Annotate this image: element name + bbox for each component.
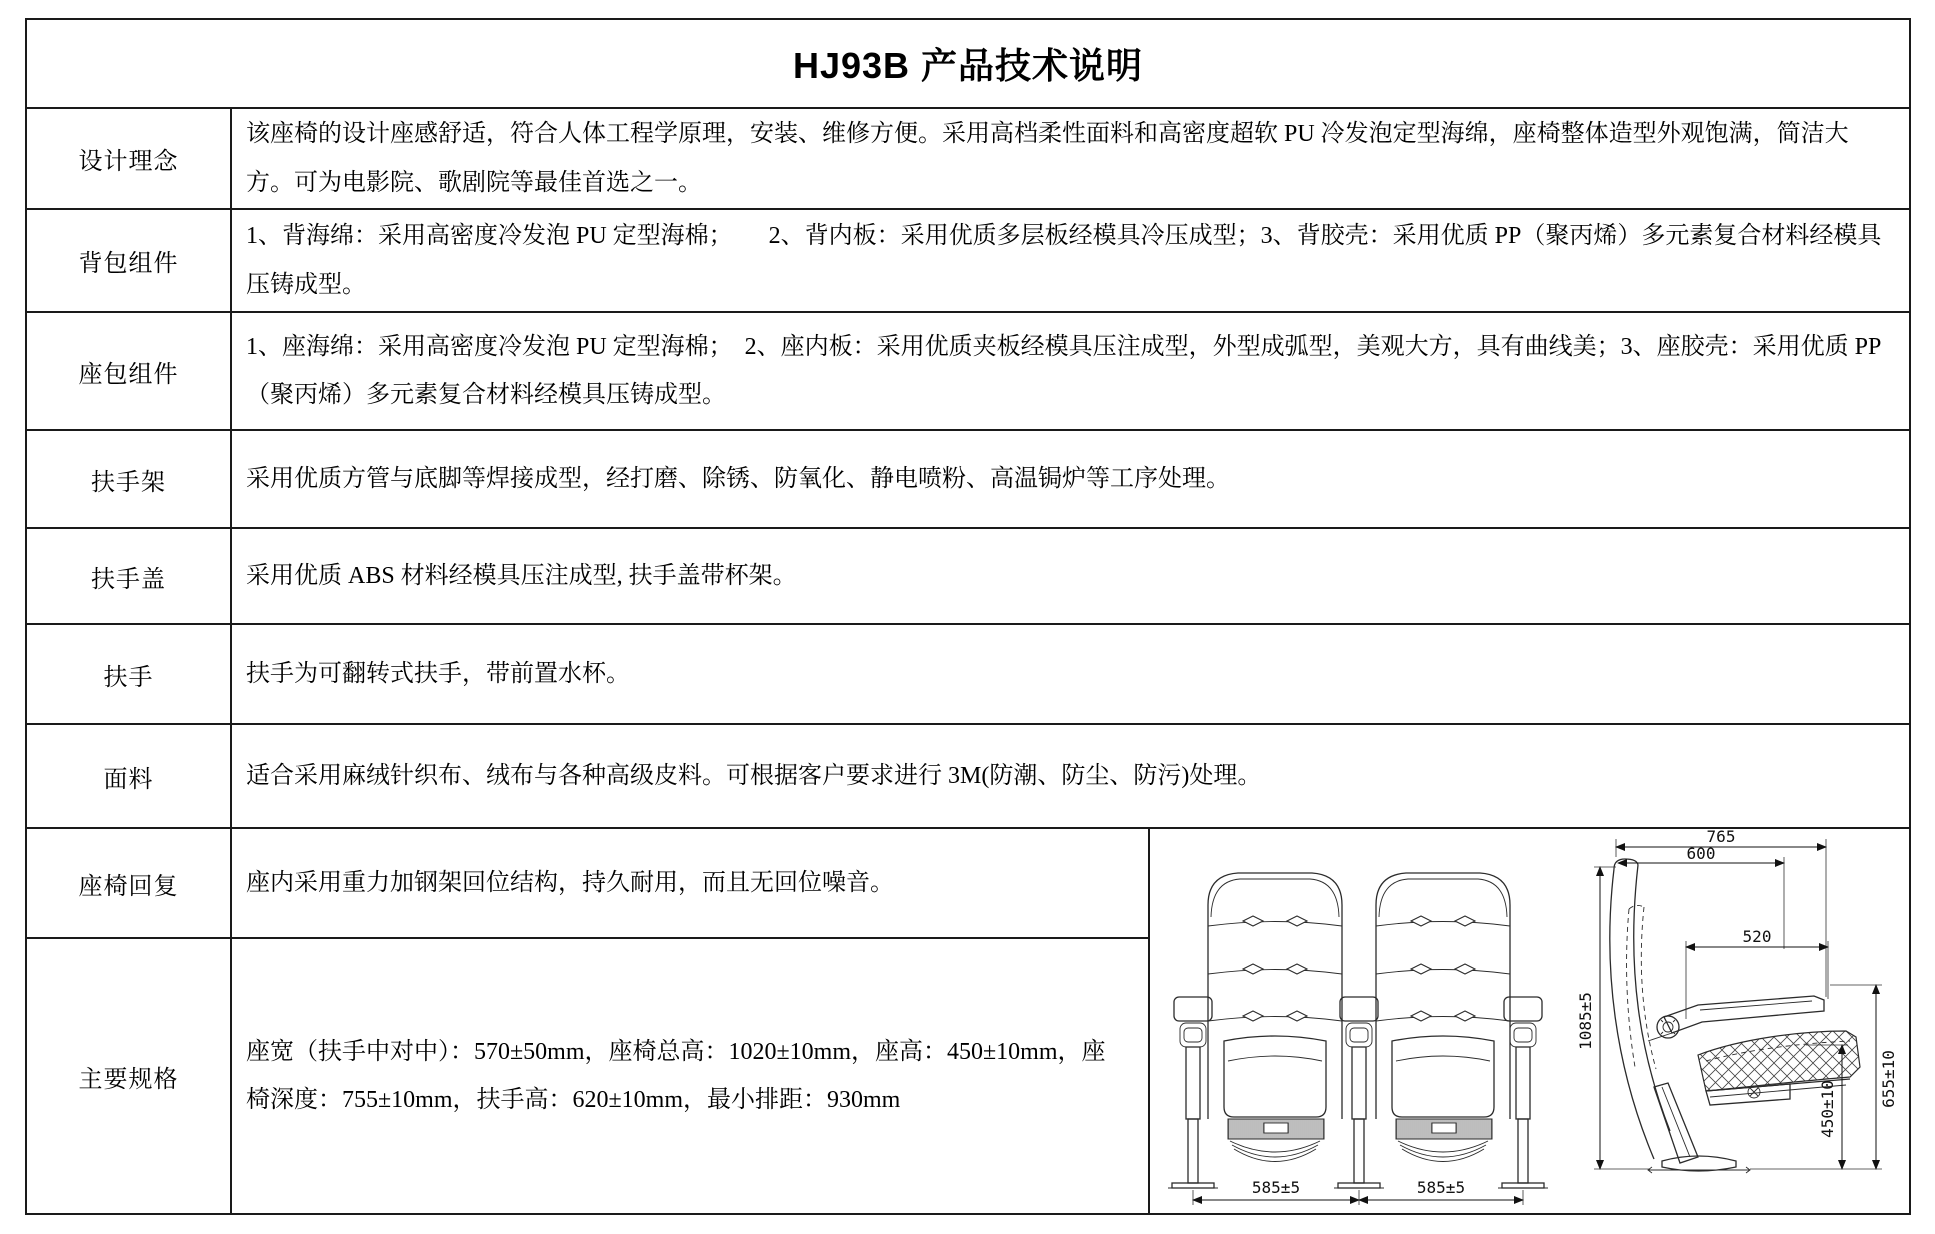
row-label-main-specs: 主要规格 [27,939,232,1213]
row-content-armrest-frame: 采用优质方管与底脚等焊接成型，经打磨、除锈、防氧化、静电喷粉、高温锔炉等工序处理。 [232,431,1909,529]
front-view [1168,873,1548,1205]
row-label-seat-assembly: 座包组件 [27,313,232,431]
dim-label-450: 450±10 [1818,1080,1837,1138]
page-title: HJ93B 产品技术说明 [27,20,1909,109]
row-label-seat-return: 座椅回复 [27,829,232,939]
row-content-back-assembly: 1、背海绵：采用高密度冷发泡 PU 定型海棉； 2、背内板：采用优质多层板经模具冷压成型；3、背胶壳：采用优质 PP（聚丙烯）多元素复合材料经模具压铸成型。 [232,210,1909,313]
row-content-seat-assembly: 1、座海绵：采用高密度冷发泡 PU 定型海棉； 2、座内板：采用优质夹板经模具压注成型，外型成弧型，美观大方，具有曲线美；3、座胶壳：采用优质 PP（聚丙烯）多元素复合材料经模具压铸成型。 [232,313,1909,431]
row-content-fabric: 适合采用麻绒针织布、绒布与各种高级皮料。可根据客户要求进行 3M(防潮、防尘、防污)处理。 [232,725,1909,829]
front-dimensions [1193,1178,1523,1205]
technical-drawing [1150,829,1909,1213]
dim-label-520: 520 [1742,927,1772,946]
row-content-armrest: 扶手为可翻转式扶手，带前置水杯。 [232,625,1909,725]
armrests-front [1168,997,1548,1188]
dim-label-655: 655±10 [1879,1050,1898,1108]
row-content-armrest-cover: 采用优质 ABS 材料经模具压注成型, 扶手盖带杯架。 [232,529,1909,625]
side-view [1576,829,1898,1173]
dim-label-600: 600 [1686,844,1716,863]
row-label-back-assembly: 背包组件 [27,210,232,313]
dim-label-pitch-right: 585±5 [1416,1178,1466,1197]
row-label-armrest: 扶手 [27,625,232,725]
row-content-design-concept: 该座椅的设计座感舒适，符合人体工程学原理，安装、维修方便。采用高档柔性面料和高密度超软 PU 冷发泡定型海绵，座椅整体造型外观饱满，简洁大方。可为电影院、歌剧院等最佳首选之一。 [232,109,1909,210]
row-label-armrest-cover: 扶手盖 [27,529,232,625]
row-label-fabric: 面料 [27,725,232,829]
side-dimensions [1576,829,1898,1169]
spec-table [25,18,1911,1215]
row-content-seat-return: 座内采用重力加钢架回位结构，持久耐用，而且无回位噪音。 [232,829,1150,939]
row-content-main-specs: 座宽（扶手中对中）：570±50mm，座椅总高：1020±10mm，座高：450±10mm，座椅深度：755±10mm，扶手高：620±10mm，最小排距：930mm [232,939,1150,1213]
dim-label-765: 765 [1706,829,1736,846]
dim-label-1085: 1085±5 [1576,992,1595,1050]
row-label-design-concept: 设计理念 [27,109,232,210]
dim-label-pitch-left: 585±5 [1251,1178,1301,1197]
row-label-armrest-frame: 扶手架 [27,431,232,529]
technical-drawing-cell [1150,829,1909,1213]
